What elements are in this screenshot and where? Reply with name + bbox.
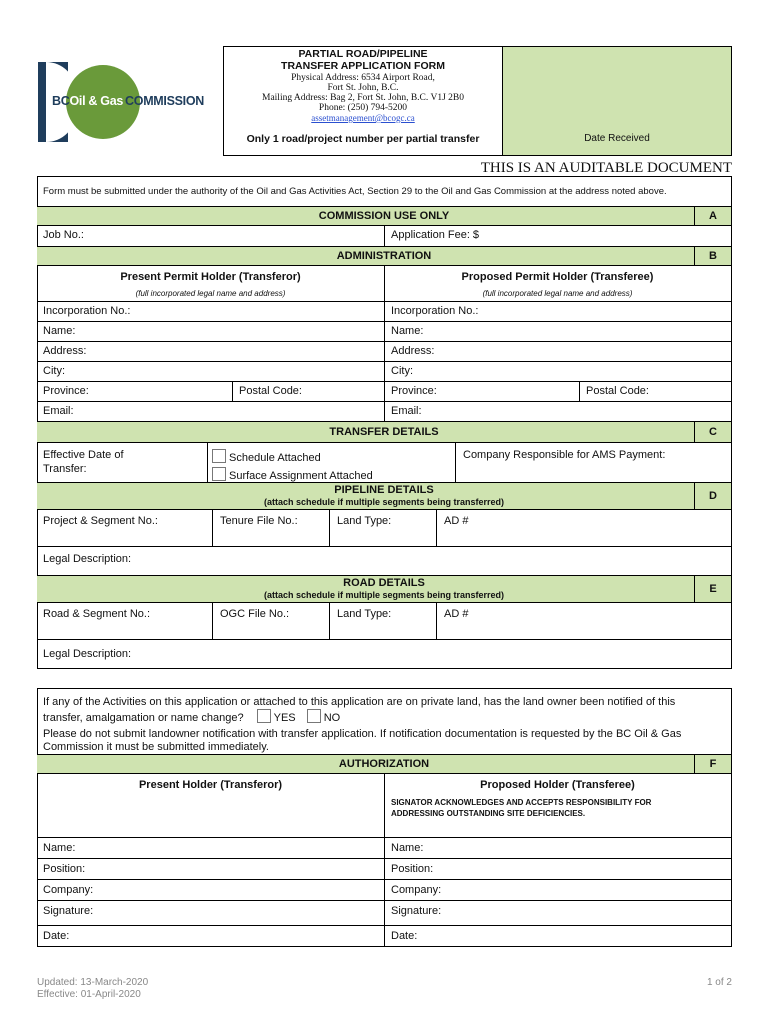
logo	[38, 62, 210, 142]
signator-ack-1: SIGNATOR ACKNOWLEDGES AND ACCEPTS RESPONSIBILITY FOR	[391, 798, 652, 807]
section-c-letter: C	[694, 421, 731, 443]
project-segment-label[interactable]: Project & Segment No.:	[43, 515, 158, 527]
section-f-letter: F	[694, 754, 731, 774]
transferee-postal-code[interactable]: Postal Code:	[586, 385, 649, 397]
footer-effective: Effective: 01-April-2020	[37, 989, 141, 1000]
phone: Phone: (250) 794-5200	[318, 103, 408, 113]
transferee-position[interactable]: Position:	[391, 863, 434, 875]
transferor-incorporation[interactable]: Incorporation No.:	[43, 305, 131, 317]
present-permit-holder-heading: Present Permit Holder (Transferor)	[120, 271, 301, 283]
road-legal-description[interactable]: Legal Description:	[43, 648, 132, 660]
email-link[interactable]: assetmanagement@bcogc.ca	[311, 113, 415, 123]
physical-address-1: Physical Address: 6534 Airport Road,	[291, 73, 435, 83]
section-b-letter: B	[694, 246, 731, 266]
transferor-subtext: (full incorporated legal name and address)	[135, 289, 286, 298]
transferor-postal-code[interactable]: Postal Code:	[239, 385, 302, 397]
surface-assignment-option[interactable]: Surface Assignment Attached	[212, 467, 373, 482]
private-land-question-2: transfer, amalgamation or name change? YES NO	[43, 709, 340, 724]
transferee-city[interactable]: City:	[391, 365, 413, 377]
physical-address-2: Fort St. John, B.C.	[327, 83, 399, 93]
signator-ack-2: ADDRESSING OUTSTANDING SITE DEFICIENCIES.	[391, 809, 586, 818]
section-c-title: TRANSFER DETAILS	[329, 426, 439, 438]
page-number: 1 of 2	[706, 977, 732, 988]
transferee-subtext: (full incorporated legal name and address)	[482, 289, 633, 298]
section-a-header	[37, 206, 731, 226]
road-ad-label[interactable]: AD #	[444, 608, 469, 620]
no-checkbox[interactable]	[307, 709, 321, 723]
yes-label: YES	[273, 712, 296, 724]
section-e-title: ROAD DETAILS	[343, 577, 425, 589]
intro-text: Form must be submitted under the authority of the Oil and Gas Activities Act, Section 29 to the Oil and Gas Commission at the address noted above.	[43, 186, 667, 197]
section-b-header	[37, 246, 731, 266]
section-d-header	[37, 482, 731, 510]
logo-text: BCOil & Gas COMMISSION	[52, 94, 204, 108]
transferor-date[interactable]: Date:	[43, 930, 70, 942]
transferor-position[interactable]: Position:	[43, 863, 86, 875]
auditable-notice: THIS IS AN AUDITABLE DOCUMENT	[480, 160, 732, 176]
section-a-title: COMMISSION USE ONLY	[318, 210, 450, 222]
mailing-address: Mailing Address: Bag 2, Fort St. John, B.C. V1J 2B0	[262, 93, 464, 103]
schedule-attached-checkbox[interactable]	[212, 449, 226, 463]
transferor-name[interactable]: Name:	[43, 325, 76, 337]
transferee-email[interactable]: Email:	[391, 405, 422, 417]
transferor-province[interactable]: Province:	[43, 385, 89, 397]
transferor-email[interactable]: Email:	[43, 405, 74, 417]
pipeline-ad-label[interactable]: AD #	[444, 515, 469, 527]
effective-date-label-1: Effective Date of	[43, 449, 124, 461]
tenure-file-label[interactable]: Tenure File No.:	[220, 515, 298, 527]
form-title-line2: TRANSFER APPLICATION FORM	[281, 60, 445, 72]
transferee-company[interactable]: Company:	[391, 884, 442, 896]
road-land-type-label[interactable]: Land Type:	[337, 608, 392, 620]
present-holder-heading: Present Holder (Transferor)	[138, 779, 283, 791]
private-land-question-1: If any of the Activities on this application or attached to this application are on private land, has the land owner been notified of this	[43, 696, 676, 708]
transferee-auth-name[interactable]: Name:	[391, 842, 424, 854]
effective-date-label-2[interactable]: Transfer:	[43, 463, 87, 475]
landowner-note-2: Commission it must be submitted immediately.	[43, 741, 269, 753]
transferor-auth-name[interactable]: Name:	[43, 842, 76, 854]
application-fee-label: Application Fee: $	[391, 229, 480, 241]
section-a-letter: A	[694, 206, 731, 226]
ogc-file-label[interactable]: OGC File No.:	[220, 608, 290, 620]
transferor-city[interactable]: City:	[43, 365, 65, 377]
company-ams-payment[interactable]: Company Responsible for AMS Payment:	[463, 449, 666, 461]
footer-updated: Updated: 13-March-2020	[37, 977, 149, 988]
proposed-holder-heading: Proposed Holder (Transferee)	[480, 779, 635, 791]
section-e-subtitle: (attach schedule if multiple segments being transferred)	[263, 590, 505, 600]
job-no-label: Job No.:	[43, 229, 84, 241]
transferor-address[interactable]: Address:	[43, 345, 87, 357]
section-d-subtitle: (attach schedule if multiple segments being transferred)	[263, 497, 505, 507]
section-b-title: ADMINISTRATION	[336, 250, 432, 262]
transferor-signature[interactable]: Signature:	[43, 905, 94, 917]
yes-checkbox[interactable]	[257, 709, 271, 723]
transferee-name[interactable]: Name:	[391, 325, 424, 337]
transferee-province[interactable]: Province:	[391, 385, 437, 397]
section-d-title: PIPELINE DETAILS	[334, 484, 434, 496]
section-f-title: AUTHORIZATION	[338, 758, 430, 770]
section-e-header	[37, 575, 731, 603]
transferee-signature[interactable]: Signature:	[391, 905, 442, 917]
pipeline-land-type-label[interactable]: Land Type:	[337, 515, 392, 527]
road-segment-label[interactable]: Road & Segment No.:	[43, 608, 151, 620]
transferee-address[interactable]: Address:	[391, 345, 435, 357]
section-d-letter: D	[694, 482, 731, 510]
section-c-header	[37, 421, 731, 443]
surface-assignment-checkbox[interactable]	[212, 467, 226, 481]
section-f-header	[37, 754, 731, 774]
schedule-attached-option[interactable]: Schedule Attached	[212, 449, 321, 464]
transferee-incorporation[interactable]: Incorporation No.:	[391, 305, 479, 317]
proposed-permit-holder-heading: Proposed Permit Holder (Transferee)	[461, 271, 654, 283]
section-e-letter: E	[694, 575, 731, 603]
no-label: NO	[323, 712, 341, 724]
transferee-date[interactable]: Date:	[391, 930, 418, 942]
landowner-note-1: Please do not submit landowner notification with transfer application. If notification documentation is requested by the BC Oil & Gas	[43, 728, 682, 740]
transferor-company[interactable]: Company:	[43, 884, 94, 896]
date-received-label: Date Received	[584, 133, 650, 144]
one-road-note: Only 1 road/project number per partial transfer	[246, 133, 480, 145]
form-title-line1: PARTIAL ROAD/PIPELINE	[298, 48, 428, 60]
pipeline-legal-description[interactable]: Legal Description:	[43, 553, 132, 565]
